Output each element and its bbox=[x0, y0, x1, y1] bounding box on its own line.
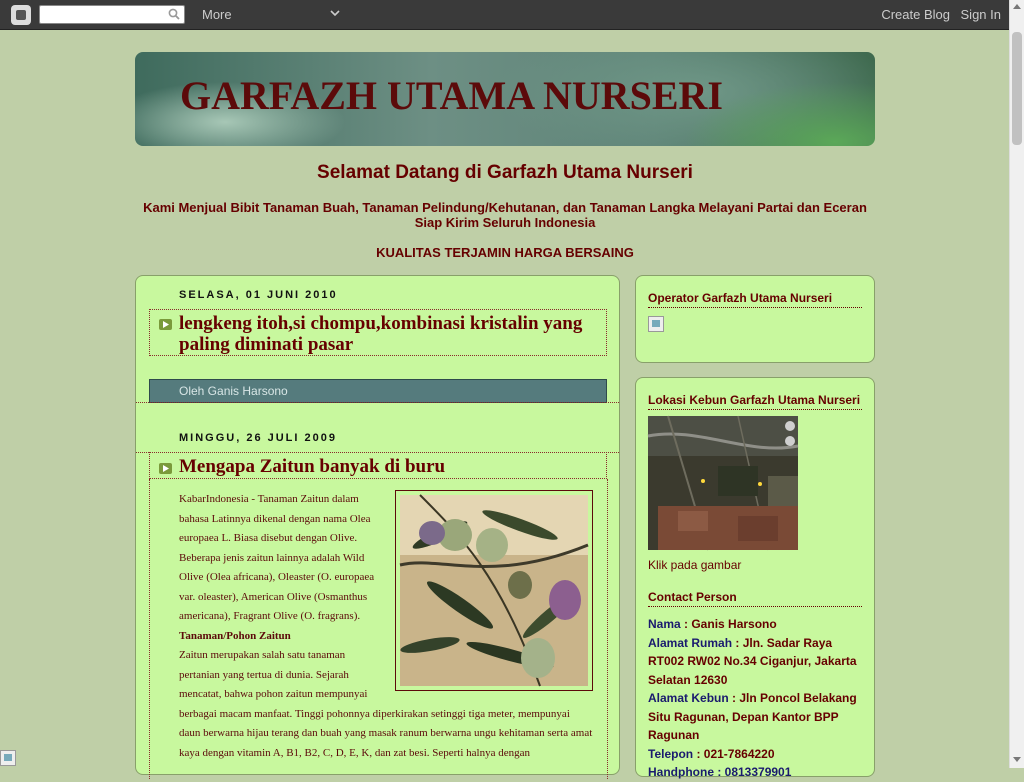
widget-title: Contact Person bbox=[648, 590, 862, 607]
map-caption: Klik pada gambar bbox=[648, 558, 742, 572]
contact-value: : Jln Poncol Belakang Situ Ragunan, Depan Kantor BPP Ragunan bbox=[648, 691, 857, 742]
contact-key-partial: Handphone : 0813379901 bbox=[648, 765, 792, 779]
post-byline: Oleh Ganis Harsono bbox=[149, 379, 607, 403]
post-title-link[interactable]: Mengapa Zaitun banyak di buru bbox=[179, 456, 446, 477]
tagline-text: KUALITAS TERJAMIN HARGA BERSAING bbox=[376, 245, 634, 260]
contact-value: : Ganis Harsono bbox=[680, 617, 777, 631]
more-menu[interactable]: More bbox=[202, 7, 232, 22]
widget-title: Lokasi Kebun Garfazh Utama Nurseri bbox=[648, 393, 862, 410]
contact-value: : Jln. Sadar Raya RT002 RW02 No.34 Ciganjur, Jakarta Selatan 12630 bbox=[648, 635, 857, 687]
contact-value: : 021-7864220 bbox=[693, 746, 775, 761]
description-text: Kami Menjual Bibit Tanaman Buah, Tanaman Pelindung/Kehutanan, dan Tanaman Langka Melayani Partai dan Eceran Siap Kirim Seluruh Indonesia bbox=[143, 200, 867, 230]
bullet-arrow-icon bbox=[159, 319, 172, 330]
contact-info bbox=[648, 615, 868, 782]
chevron-down-icon[interactable] bbox=[329, 7, 341, 19]
create-blog-link[interactable]: Create Blog bbox=[881, 7, 950, 22]
post-paragraph: Zaitun merupakan salah satu tanaman pertanian yang tertua di dunia. Sejarah mencatat, bahwa pohon zaitun mempunyai berbagai macam manfaat. Tinggi pohonnya diperkirakan setinggi tiga meter, mempunyai daun berwarna hijau terang dan buah yang masak ranum berwarna ungu kehitaman serta amat kaya dengan vitamin A, B1, B2, C, D, E, K, dan zat besi. Seperti halnya dengan bbox=[179, 649, 593, 759]
contact-key: Alamat Kebun bbox=[648, 691, 729, 705]
olive-branch-image bbox=[400, 495, 588, 686]
scroll-up-arrow-icon[interactable] bbox=[1013, 4, 1021, 9]
post-date: SELASA, 01 JUNI 2010 bbox=[179, 289, 338, 301]
sidebar-location-widget bbox=[635, 377, 875, 777]
post-body bbox=[179, 490, 593, 763]
divider bbox=[149, 309, 607, 310]
scroll-down-arrow-icon[interactable] bbox=[1013, 757, 1021, 762]
header-banner bbox=[135, 52, 875, 146]
scroll-thumb[interactable] bbox=[1012, 32, 1022, 145]
contact-key: Telepon bbox=[648, 746, 694, 761]
post-subheading: Tanaman/Pohon Zaitun bbox=[179, 629, 291, 642]
olive-photo[interactable] bbox=[395, 490, 593, 691]
sign-in-link[interactable]: Sign In bbox=[960, 7, 1001, 22]
contact-key: Alamat Rumah bbox=[648, 635, 733, 650]
page-scrollbar[interactable] bbox=[1009, 0, 1024, 768]
main-column bbox=[135, 275, 620, 775]
blogger-logo-icon[interactable] bbox=[11, 5, 31, 25]
blog-title[interactable]: GARFAZH UTAMA NURSERI bbox=[180, 73, 723, 118]
sidebar-operator-widget bbox=[635, 275, 875, 363]
widget-title: Operator Garfazh Utama Nurseri bbox=[648, 291, 862, 308]
post-frame-left bbox=[149, 479, 150, 779]
bullet-arrow-icon bbox=[159, 463, 172, 474]
contact-key: Nama bbox=[648, 617, 681, 631]
search-icon[interactable] bbox=[168, 8, 180, 20]
post-title-link[interactable]: lengkeng itoh,si chompu,kombinasi kristalin yang paling diminati pasar bbox=[179, 313, 583, 355]
broken-image-icon bbox=[648, 316, 664, 332]
blogger-navbar bbox=[0, 0, 1024, 30]
post-intro-text: KabarIndonesia - Tanaman Zaitun dalam bahasa Latinnya dikenal dengan nama Olea europaea L. Biasa disebut dengan Olive. Beberapa jenis zaitun lainnya adalah Wild Olive (Olea africana), Oleaster (O. europaea var. oleaster), American Olive (Osmanthus americana), Fragrant Olive (O. fragrans). bbox=[179, 493, 375, 622]
post-frame-right bbox=[607, 479, 608, 779]
map-image[interactable] bbox=[648, 416, 798, 550]
welcome-text: Selamat Datang di Garfazh Utama Nurseri bbox=[317, 162, 693, 183]
search-input[interactable] bbox=[39, 5, 185, 24]
broken-image-icon bbox=[0, 750, 16, 766]
post-date: MINGGU, 26 JULI 2009 bbox=[179, 432, 337, 444]
divider bbox=[136, 402, 619, 403]
